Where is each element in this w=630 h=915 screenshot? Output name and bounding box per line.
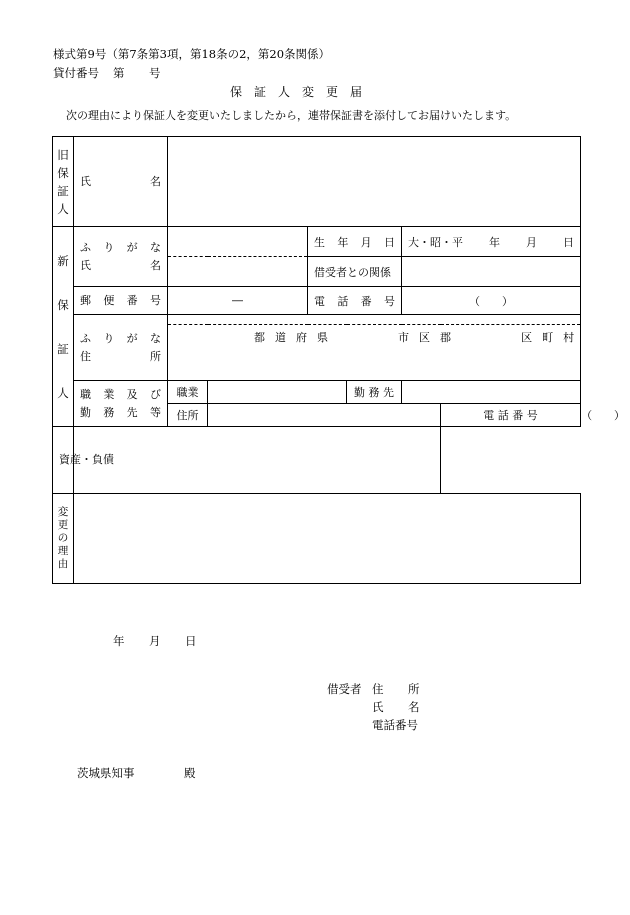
postal-label: 郵 便 番 号: [74, 287, 168, 315]
borrower-address-label-2: 所: [408, 682, 420, 696]
date-year: 年: [113, 634, 125, 648]
old-name-label: 氏 名: [74, 137, 168, 227]
address-label: ふ り が な 住 所: [74, 315, 168, 381]
relation-label: 借受者との関係: [308, 257, 402, 287]
loan-number-dai: 第: [113, 66, 125, 80]
new-furigana-field[interactable]: [168, 227, 308, 257]
reason-field[interactable]: [74, 494, 581, 584]
address-field-bottom[interactable]: [168, 363, 581, 381]
date-day: 日: [185, 634, 197, 648]
borrower-name-label-2: 名: [408, 700, 420, 714]
address-units: 都 道 府 県 市 区 郡 区 町 村: [168, 325, 581, 349]
birth-field[interactable]: 大・昭・平 年 月 日: [402, 227, 581, 257]
job-label: 職 業 及 び 勤 務 先 等: [74, 381, 168, 427]
job-field[interactable]: [208, 381, 347, 404]
guarantor-change-table: 旧 保 証 人 氏 名 新 保 証 人 ふ り が な 氏 名 生 年 月 日 大・昭・平 年 月 日 借受者との関係 郵 便 番 号 ― 電 話 番 号 （ ） ふ り が な 住 所 都 道 府 県 市 区 郡 区 町 村 職 業 及 び 勤 務 先 等 職業 勤 務 先 住所 電 話 番 号 （ ） 資 産 ・ 負 債 変 更 の 理 由: [52, 136, 581, 584]
postal-field[interactable]: ―: [168, 287, 308, 315]
new-name-field[interactable]: [168, 257, 308, 287]
relation-field[interactable]: [402, 257, 581, 287]
work-address-field[interactable]: [208, 404, 441, 427]
borrower-label: 借受者: [327, 682, 362, 696]
work-phone-label: 電 話 番 号: [441, 404, 581, 427]
phone-label: 電 話 番 号: [308, 287, 402, 315]
new-guarantor-section-label: 新 保 証 人: [53, 227, 74, 427]
loan-number-go: 号: [149, 66, 161, 80]
addressee-name: 茨城県知事: [77, 766, 135, 780]
job-cell-label: 職業: [168, 381, 208, 404]
borrower-phone-label: 電話番号: [372, 718, 418, 732]
loan-number-label: 貸付番号: [53, 66, 99, 80]
address-field[interactable]: [168, 349, 581, 363]
old-name-field[interactable]: [168, 137, 581, 227]
phone-field[interactable]: （ ）: [402, 287, 581, 315]
assets-label: 資 産 ・ 負 債: [53, 427, 74, 494]
workplace-field[interactable]: [402, 381, 581, 404]
work-address-label: 住所: [168, 404, 208, 427]
borrower-address-label-1: 住: [372, 682, 384, 696]
birth-label: 生 年 月 日: [308, 227, 402, 257]
form-number: 様式第9号（第7条第3項，第18条の2，第20条関係）: [53, 47, 331, 61]
date-month: 月: [149, 634, 161, 648]
borrower-name-label-1: 氏: [372, 700, 384, 714]
intro-text: 次の理由により保証人を変更いたしましたから，連帯保証書を添付してお届けいたします。: [66, 109, 517, 122]
addressee-honorific: 殿: [184, 766, 196, 780]
reason-section-label: 変 更 の 理 由: [53, 494, 74, 584]
address-furigana-field[interactable]: [168, 315, 581, 325]
old-guarantor-section-label: 旧 保 証 人: [53, 137, 74, 227]
new-name-label: ふ り が な 氏 名: [74, 227, 168, 287]
workplace-label: 勤 務 先: [347, 381, 402, 404]
assets-field[interactable]: [74, 427, 441, 494]
page-title: 保 証 人 変 更 届: [230, 85, 363, 99]
